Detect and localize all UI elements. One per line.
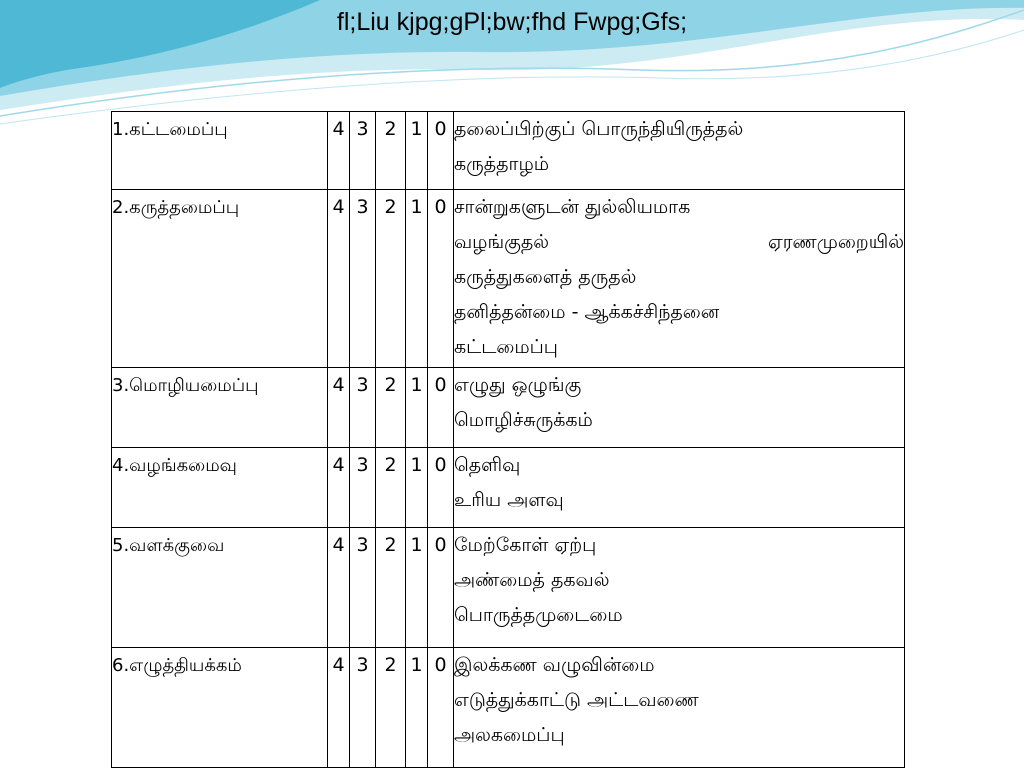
descriptor-line: பொருத்தமுடைமை: [454, 604, 623, 626]
slide-title: fl;Liu kjpg;gPl;bw;fhd Fwpg;Gfs;: [336, 8, 688, 36]
descriptor-cell: [454, 190, 905, 368]
score-cell: 4: [328, 448, 350, 528]
score-cell: 0: [428, 368, 454, 448]
criterion-cell: [112, 112, 328, 190]
score-cell: 0: [428, 528, 454, 648]
score-cell: 4: [328, 648, 350, 768]
descriptor-word: ஏரணமுறையில்: [767, 231, 904, 253]
descriptor-cell: [454, 112, 905, 190]
score-cell: 1: [406, 448, 428, 528]
score-cell: 2: [376, 648, 406, 768]
criterion-label: 2.கருத்தமைப்பு: [112, 197, 240, 218]
score-cell: 4: [328, 528, 350, 648]
descriptor-line: [454, 225, 904, 260]
score-cell: 4: [328, 368, 350, 448]
score-cell: 0: [428, 648, 454, 768]
criterion-cell: [112, 368, 328, 448]
rubric-row: [112, 648, 905, 768]
score-cell: 0: [428, 190, 454, 368]
rubric-row: [112, 368, 905, 448]
score-cell: 2: [376, 112, 406, 190]
descriptor-cell: [454, 368, 905, 448]
criterion-cell: [112, 448, 328, 528]
descriptor-line: கட்டமைப்பு: [454, 336, 558, 358]
score-cell: 1: [406, 368, 428, 448]
descriptor-cell: [454, 448, 905, 528]
score-cell: 3: [350, 648, 376, 768]
descriptor-cell: [454, 648, 905, 768]
descriptor-line: மொழிச்சுருக்கம்: [454, 409, 593, 431]
score-cell: 0: [428, 448, 454, 528]
descriptor-cell: [454, 528, 905, 648]
descriptor-line: மேற்கோள் ஏற்பு: [454, 534, 597, 556]
score-cell: 4: [328, 190, 350, 368]
score-cell: 1: [406, 528, 428, 648]
score-cell: 3: [350, 190, 376, 368]
criterion-label: 3.மொழியமைப்பு: [112, 375, 259, 396]
descriptor-line: இலக்கண வழுவின்மை: [454, 654, 655, 676]
descriptor-line: அண்மைத் தகவல்: [454, 569, 610, 591]
criterion-label: 1.கட்டமைப்பு: [112, 119, 228, 140]
criterion-cell: [112, 528, 328, 648]
descriptor-line: அலகமைப்பு: [454, 724, 565, 746]
criterion-label: 6.எழுத்தியக்கம்: [112, 655, 242, 676]
rubric-row: [112, 448, 905, 528]
descriptor-line: தலைப்பிற்குப் பொருந்தியிருத்தல்: [454, 118, 744, 140]
criterion-label: 4.வழங்கமைவு: [112, 455, 237, 476]
descriptor-word: வழங்குதல்: [454, 231, 550, 253]
score-cell: 3: [350, 448, 376, 528]
criterion-cell: [112, 190, 328, 368]
score-cell: 0: [428, 112, 454, 190]
rubric-row: [112, 528, 905, 648]
score-cell: 1: [406, 648, 428, 768]
descriptor-line: தனித்தன்மை - ஆக்கச்சிந்தனை: [454, 301, 720, 323]
rubric-row: [112, 112, 905, 190]
rubric-row: [112, 190, 905, 368]
descriptor-line: எழுது ஒழுங்கு: [454, 374, 582, 396]
score-cell: 2: [376, 368, 406, 448]
score-cell: 3: [350, 528, 376, 648]
score-cell: 3: [350, 112, 376, 190]
score-cell: 2: [376, 528, 406, 648]
score-cell: 4: [328, 112, 350, 190]
criterion-label: 5.வளக்குவை: [112, 535, 225, 556]
criterion-cell: [112, 648, 328, 768]
score-cell: 1: [406, 190, 428, 368]
descriptor-line: கருத்தாழம்: [454, 153, 550, 175]
rubric-table: [111, 111, 905, 768]
score-cell: 2: [376, 448, 406, 528]
score-cell: 3: [350, 368, 376, 448]
descriptor-line: உரிய அளவு: [454, 489, 564, 511]
descriptor-line: தெளிவு: [454, 454, 521, 476]
descriptor-line: சான்றுகளுடன் துல்லியமாக: [454, 196, 691, 218]
score-cell: 2: [376, 190, 406, 368]
score-cell: 1: [406, 112, 428, 190]
descriptor-line: கருத்துகளைத் தருதல்: [454, 266, 637, 288]
descriptor-line: எடுத்துக்காட்டு அட்டவணை: [454, 689, 699, 711]
